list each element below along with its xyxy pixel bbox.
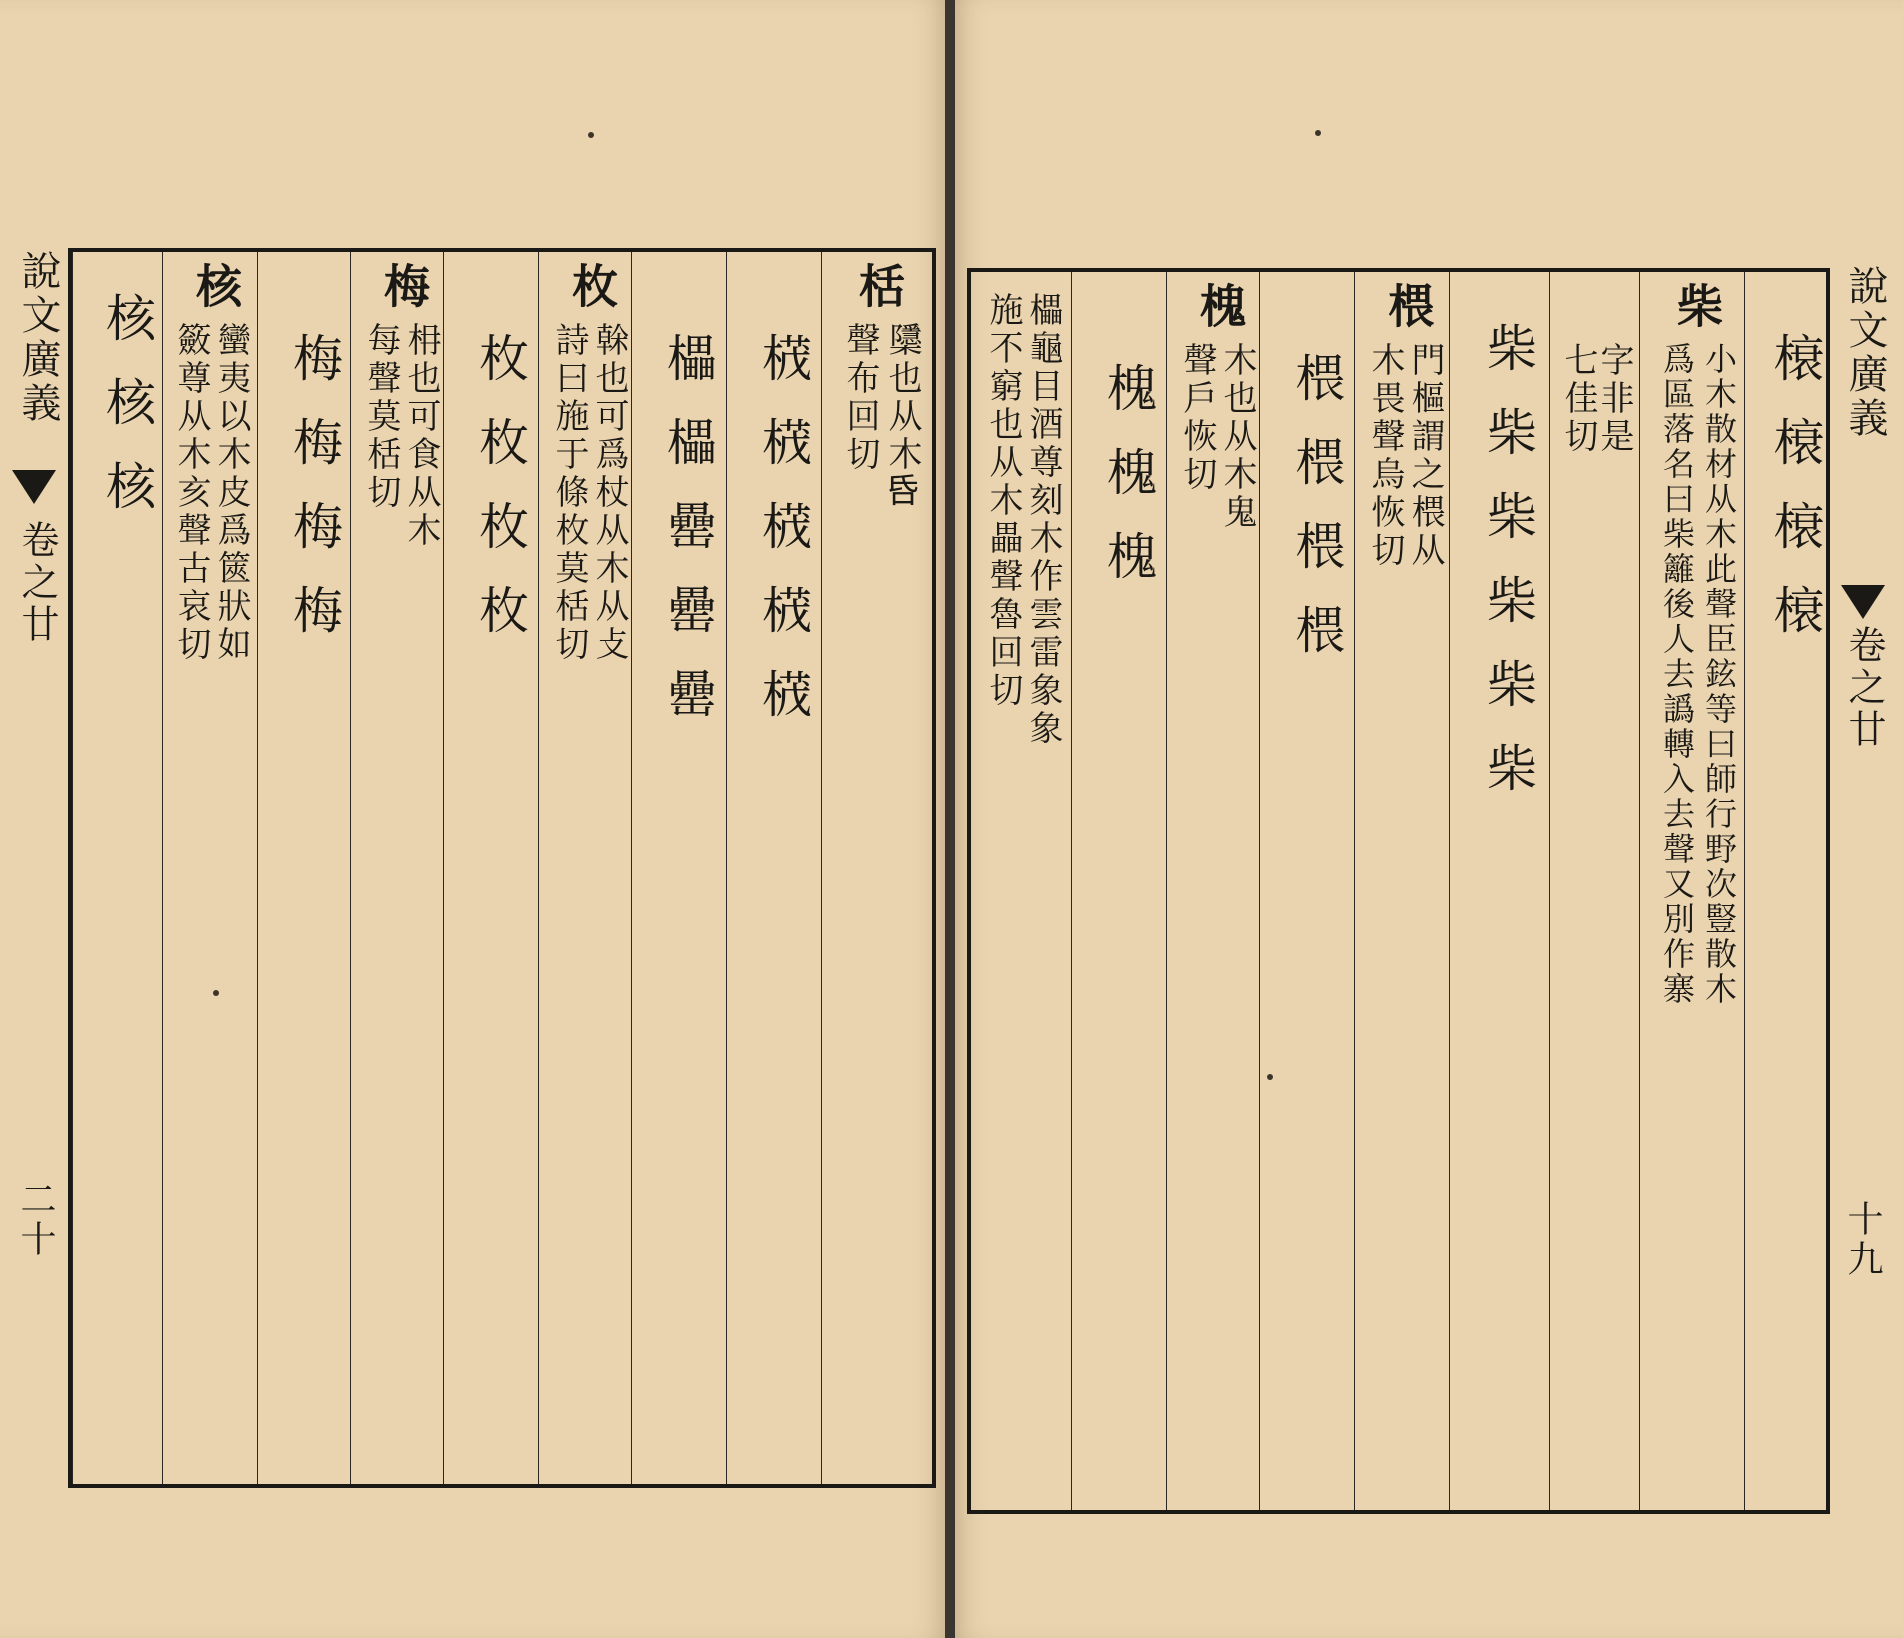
left-col-9 [72, 252, 162, 1484]
right-col-3 [1549, 272, 1639, 1510]
entry-head-char: 栝 [852, 262, 906, 312]
right-col-8 [1071, 272, 1166, 1510]
entry-gloss-line: 木也从木鬼 [1217, 342, 1257, 532]
left-col-1 [821, 252, 932, 1484]
right-col-9 [971, 272, 1071, 1510]
left-margin-title: 說文廣義 [15, 250, 61, 426]
seal-script: 椳椳椳椳 [1287, 352, 1345, 688]
paper-speck [1267, 1074, 1273, 1080]
entry-gloss-line: 榦也可爲杖从木从攴 [589, 322, 629, 664]
entry-gloss-line: 枏也可食从木 [401, 322, 441, 550]
entry-gloss-line: 聲戶恢切 [1177, 342, 1217, 494]
left-col-2 [726, 252, 821, 1484]
seal-script: 櫑櫑罍罍罍 [659, 332, 717, 752]
entry-gloss-line: 詩曰施于條枚莫栝切 [549, 322, 589, 664]
entry-gloss-line: 施不窮也从木畾聲魯回切 [983, 292, 1023, 710]
entry-gloss-line: 小木散材从木此聲臣鉉等曰師行野次豎散木 [1700, 342, 1738, 1007]
seal-script: 核核核 [98, 292, 156, 544]
right-col-6 [1259, 272, 1354, 1510]
right-folio-number: 十九 [1842, 1200, 1883, 1280]
seal-script: 榱榱榱榱 [1766, 332, 1824, 668]
left-fish-tail-mark [12, 470, 56, 504]
paper-speck [213, 990, 219, 996]
left-page [0, 0, 945, 1638]
entry-gloss-line: 蠻夷以木皮爲篋狀如 [211, 322, 251, 664]
seal-script: 𣕚𣕚𣕚𣕚𣕚 [754, 332, 812, 752]
entry-gloss-line: 聲布回切 [840, 322, 880, 474]
right-margin-title: 說文廣義 [1842, 265, 1888, 441]
entry-head-char: 槐 [1193, 282, 1247, 332]
right-page [955, 0, 1903, 1638]
left-col-6 [350, 252, 443, 1484]
seal-script: 梅梅梅梅 [285, 332, 343, 668]
left-col-7 [257, 252, 350, 1484]
left-col-3 [631, 252, 726, 1484]
entry-head-char: 柴 [1670, 282, 1724, 332]
entry-head-char: 椳 [1381, 282, 1435, 332]
book-gutter [945, 0, 955, 1638]
left-col-8 [162, 252, 257, 1484]
entry-gloss-line: 籢尊从木亥聲古哀切 [171, 322, 211, 664]
entry-gloss-line: 每聲莫栝切 [361, 322, 401, 512]
entry-gloss-line: 櫽也从木𠯑 [882, 322, 922, 512]
left-print-frame [68, 248, 936, 1488]
paper-speck [1315, 130, 1321, 136]
right-fish-tail-mark [1841, 585, 1885, 619]
paper-speck [588, 132, 594, 138]
right-col-4 [1449, 272, 1549, 1510]
entry-gloss-line: 爲區落名曰柴籬後人去譌轉入去聲又別作寨 [1658, 342, 1696, 1007]
left-folio-number: 二十 [15, 1180, 56, 1260]
entry-note-line: 字非是 [1594, 342, 1634, 456]
right-col-7 [1166, 272, 1259, 1510]
left-volume-mark: 卷之廿 [15, 520, 59, 646]
entry-head-char: 枚 [565, 262, 619, 312]
entry-gloss-line: 門樞謂之椳从 [1405, 342, 1445, 570]
seal-script: 枚枚枚枚 [471, 332, 529, 668]
seal-script: 柴柴柴柴柴柴 [1479, 322, 1537, 826]
right-col-5 [1354, 272, 1449, 1510]
entry-note-line: 七佳切 [1558, 342, 1598, 456]
entry-head-char: 梅 [377, 262, 431, 312]
seal-script: 槐槐槐 [1099, 362, 1157, 614]
entry-head-char: 核 [189, 262, 243, 312]
left-col-5 [443, 252, 538, 1484]
entry-gloss-line: 木畏聲烏恢切 [1365, 342, 1405, 570]
entry-gloss-line: 櫑龜目酒尊刻木作雲雷象象 [1023, 292, 1063, 748]
left-col-4 [538, 252, 631, 1484]
right-col-2 [1639, 272, 1744, 1510]
right-volume-mark: 卷之廿 [1842, 625, 1886, 751]
right-col-1 [1744, 272, 1826, 1510]
right-print-frame [967, 268, 1830, 1514]
